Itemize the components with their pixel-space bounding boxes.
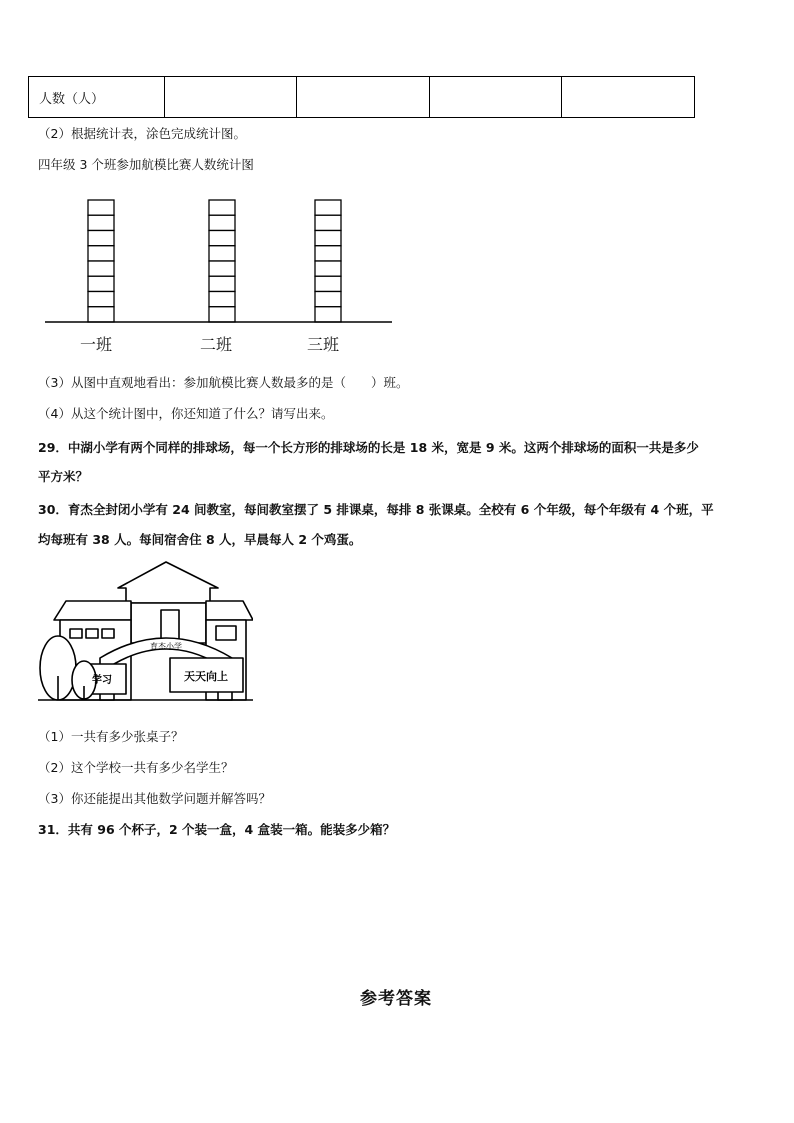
- q28-part2: （2）根据统计表，涂色完成统计图。: [38, 126, 246, 141]
- chart-cell[interactable]: [209, 292, 235, 307]
- chart-cell[interactable]: [88, 200, 114, 215]
- table-row-label: 人数（人）: [29, 77, 165, 118]
- q29-line1: 29．中湖小学有两个同样的排球场，每一个长方形的排球场的长是 18 米，宽是 9 米。这两个排球场的面积一共是多少: [38, 440, 699, 455]
- chart-cell[interactable]: [315, 215, 341, 230]
- gate-sign-text: 育杰小学: [150, 642, 182, 651]
- right-sign-text: 天天向上: [184, 670, 228, 683]
- left-sign-text: 学习: [92, 675, 112, 686]
- q30-line1: 30．育杰全封闭小学有 24 间教室，每间教室摆了 5 排课桌，每排 8 张课桌。全校有 6 个年级，每个年级有 4 个班，平: [38, 502, 714, 517]
- chart-cell[interactable]: [88, 231, 114, 246]
- q30-part2: （2）这个学校一共有多少名学生？: [38, 760, 234, 775]
- q30-part3: （3）你还能提出其他数学问题并解答吗？: [38, 791, 271, 806]
- q30-line2: 均每班有 38 人。每间宿舍住 8 人，早晨每人 2 个鸡蛋。: [38, 532, 362, 547]
- q31-text: 31．共有 96 个杯子，2 个装一盒，4 盒装一箱。能装多少箱？: [38, 822, 396, 837]
- chart-column-2[interactable]: [209, 200, 235, 322]
- chart-cell[interactable]: [315, 276, 341, 291]
- chart-cell[interactable]: [315, 292, 341, 307]
- chart-column-3[interactable]: [315, 200, 341, 322]
- q30-part1: （1）一共有多少张桌子？: [38, 729, 184, 744]
- chart-cell[interactable]: [315, 246, 341, 261]
- q28-part3: （3）从图中直观地看出：参加航模比赛人数最多的是（ ）班。: [38, 375, 409, 390]
- school-illustration: [38, 558, 253, 703]
- chart-cell[interactable]: [209, 231, 235, 246]
- chart-cell[interactable]: [209, 215, 235, 230]
- chart-column-1[interactable]: [88, 200, 114, 322]
- chart-cell[interactable]: [209, 276, 235, 291]
- bar-chart: [0, 0, 794, 360]
- chart-cell[interactable]: [88, 276, 114, 291]
- chart-title: 四年级 3 个班参加航模比赛人数统计图: [38, 157, 254, 172]
- chart-cell[interactable]: [88, 307, 114, 322]
- chart-cell[interactable]: [209, 307, 235, 322]
- chart-cell[interactable]: [209, 200, 235, 215]
- answer-title: 参考答案: [360, 989, 432, 1009]
- chart-cell[interactable]: [315, 200, 341, 215]
- chart-cell[interactable]: [209, 261, 235, 276]
- category-label-class2: 二班: [200, 335, 233, 354]
- chart-cell[interactable]: [315, 231, 341, 246]
- category-label-class3: 三班: [307, 335, 340, 354]
- chart-cell[interactable]: [88, 246, 114, 261]
- chart-cell[interactable]: [88, 261, 114, 276]
- chart-cell[interactable]: [209, 246, 235, 261]
- chart-cell[interactable]: [88, 292, 114, 307]
- category-label-class1: 一班: [80, 335, 113, 354]
- q28-part4: （4）从这个统计图中，你还知道了什么？请写出来。: [38, 406, 334, 421]
- chart-cell[interactable]: [315, 307, 341, 322]
- chart-cell[interactable]: [315, 261, 341, 276]
- q29-line2: 平方米？: [38, 469, 89, 484]
- chart-cell[interactable]: [88, 215, 114, 230]
